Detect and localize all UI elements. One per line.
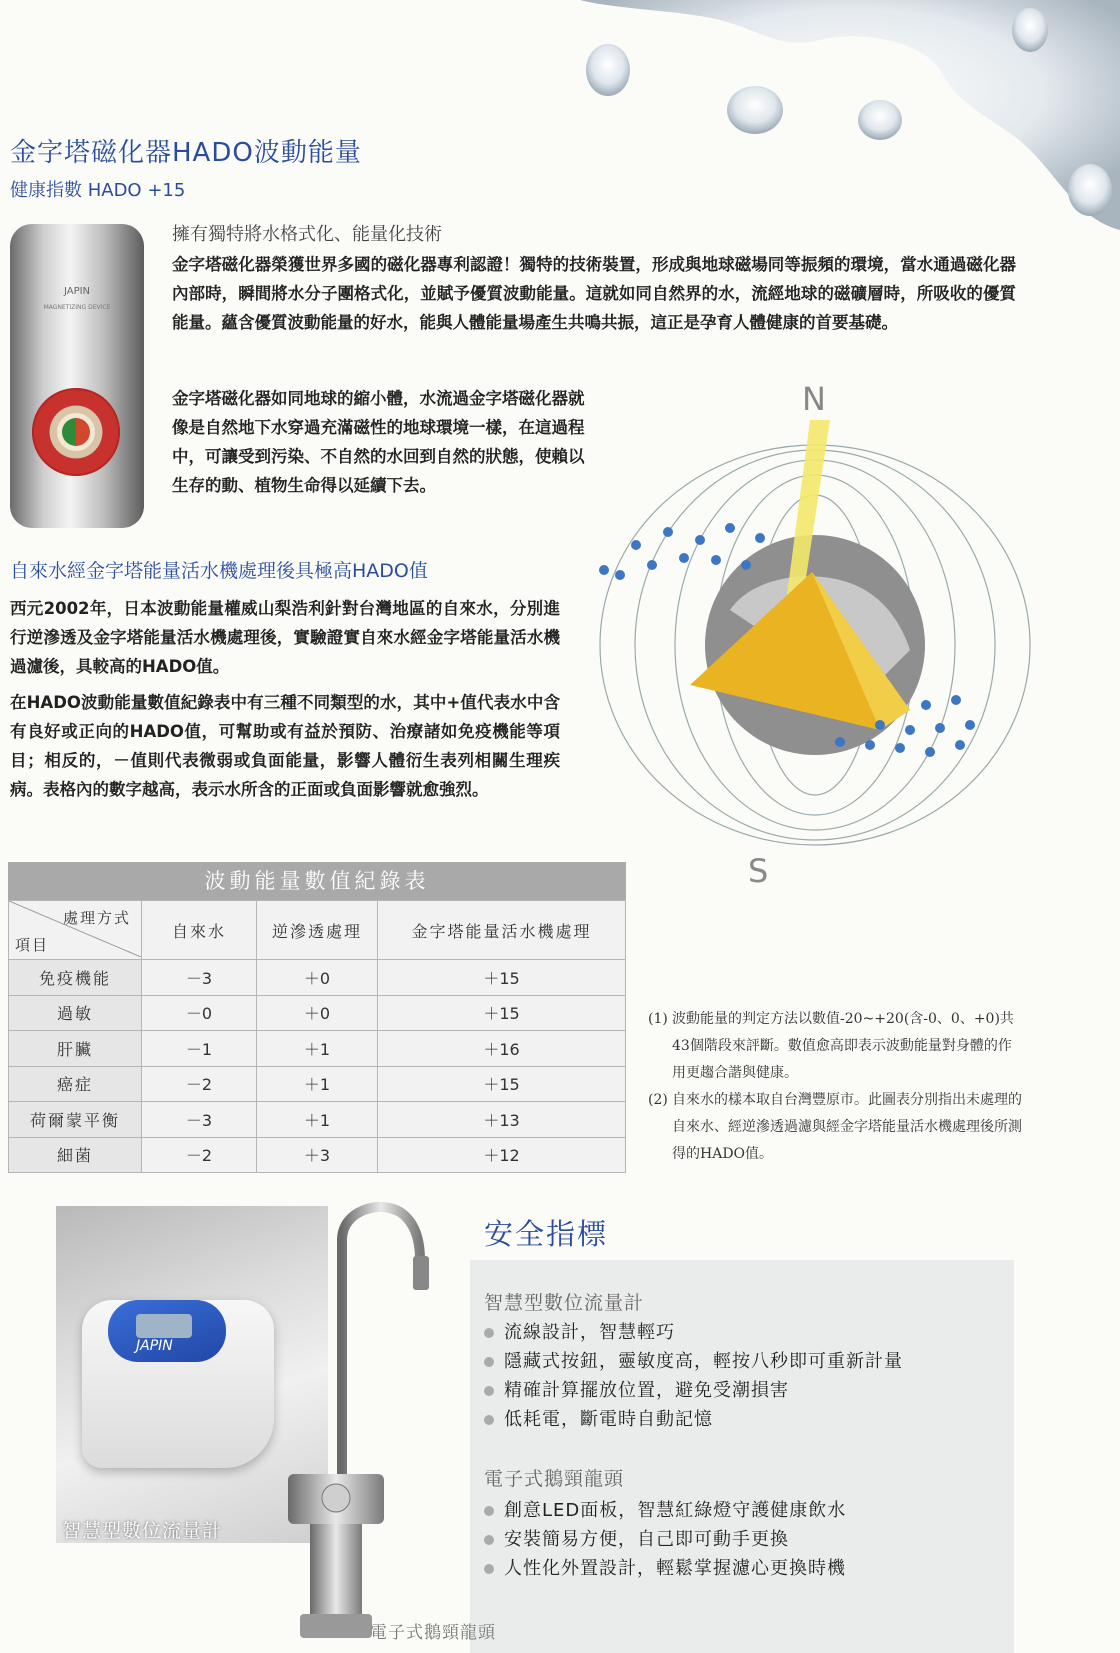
table-row — [9, 1066, 626, 1102]
faucet-caption: 電子式鵝頸龍頭 — [370, 1623, 496, 1643]
list-item-text: 創意LED面板，智慧紅綠燈守護健康飲水 — [504, 1500, 847, 1521]
table-footnotes — [648, 1006, 1023, 1168]
section2-heading: 自來水經金字塔能量活水機處理後具極高HADO值 — [10, 560, 428, 582]
bullet-icon — [484, 1535, 494, 1545]
table-cell: －0 — [142, 995, 257, 1031]
safety-title: 安全指標 — [484, 1217, 609, 1251]
flowmeter-brand: JAPIN — [136, 1338, 173, 1354]
flowmeter-display — [136, 1314, 192, 1338]
device-subtitle: MAGNETIZING DEVICE — [43, 304, 111, 311]
footnote-key: (2) — [648, 1092, 668, 1108]
footnote — [648, 1006, 1023, 1087]
column-header: 金字塔能量活水機處理 — [378, 901, 626, 960]
table-corner-header — [9, 901, 142, 960]
south-label: S — [748, 852, 769, 890]
table-cell: ＋12 — [378, 1137, 626, 1173]
list-item — [484, 1318, 1004, 1347]
corner-top-label: 處理方式 — [62, 909, 131, 927]
column-header: 逆滲透處理 — [257, 901, 378, 960]
table-cell: ＋15 — [378, 960, 626, 996]
flowmeter-heading: 智慧型數位流量計 — [484, 1292, 645, 1314]
table-cell: ＋15 — [378, 995, 626, 1031]
list-item — [484, 1525, 1004, 1554]
list-item-text: 隱藏式按鈕，靈敏度高，輕按八秒即可重新計量 — [504, 1351, 903, 1372]
section1-paragraph2: 金字塔磁化器如同地球的縮小體，水流過金字塔磁化器就像是自然地下水穿過充滿磁性的地球環境一樣，在這過程中，可讓受到污染、不自然的水回到自然的狀態，使賴以生存的動、植物生命得以延續下去。 — [172, 389, 585, 495]
list-item — [484, 1376, 1004, 1405]
bullet-icon — [484, 1386, 494, 1396]
table-cell: ＋0 — [257, 960, 378, 996]
table-row — [9, 1102, 626, 1138]
table-grid — [8, 900, 626, 1173]
list-item — [484, 1496, 1004, 1525]
section1-paragraph1: 金字塔磁化器榮獲世界多國的磁化器專利認證！獨特的技術裝置，形成與地球磁場同等振頻的環境，當水通過磁化器內部時，瞬間將水分子團格式化，並賦予優質波動能量。這就如同自然界的水，流經地球的磁礦層時，所吸收的優質能量。蘊含優質波動能量的好水，能與人體能量場產生共鳴共振，這正是孕育人體健康的首要基礎。 — [172, 255, 1016, 332]
table-cell: ＋1 — [257, 1031, 378, 1067]
faucet-heading: 電子式鵝頸龍頭 — [484, 1468, 625, 1490]
list-item — [484, 1347, 1004, 1376]
magnetizer-device-image — [10, 224, 144, 528]
row-item: 細菌 — [9, 1137, 142, 1173]
flowmeter-photo-caption: 智慧型數位流量計 — [62, 1520, 223, 1542]
table-cell: ＋15 — [378, 1066, 626, 1102]
bullet-icon — [484, 1328, 494, 1338]
row-item: 肝臟 — [9, 1031, 142, 1067]
table-row — [9, 1031, 626, 1067]
table-cell: ＋1 — [257, 1066, 378, 1102]
section2-paragraph1: 西元2002年，日本波動能量權威山梨浩利針對台灣地區的自來水，分別進行逆滲透及金字塔能量活水機處理後，實驗證實自來水經金字塔能量活水機過濾後，具較高的HADO值。 — [10, 599, 560, 676]
footnote — [648, 1087, 1023, 1168]
table-cell: －2 — [142, 1137, 257, 1173]
list-item — [484, 1554, 1004, 1583]
table-cell: ＋0 — [257, 995, 378, 1031]
section1-heading: 擁有獨特將水格式化、能量化技術 — [172, 224, 442, 245]
list-item-text: 安裝簡易方便，自己即可動手更換 — [504, 1529, 789, 1550]
table-caption: 波動能量數值紀錄表 — [8, 862, 626, 900]
table-cell: －1 — [142, 1031, 257, 1067]
table-cell: －3 — [142, 960, 257, 996]
table-cell: ＋13 — [378, 1102, 626, 1138]
column-header: 自來水 — [142, 901, 257, 960]
list-item — [484, 1405, 1004, 1434]
bullet-icon — [484, 1506, 494, 1516]
list-item-text: 人性化外置設計，輕鬆掌握濾心更換時機 — [504, 1558, 846, 1579]
hado-record-table — [8, 862, 626, 1173]
faucet-feature-list — [484, 1496, 1004, 1583]
bullet-icon — [484, 1564, 494, 1574]
list-item-text: 流線設計，智慧輕巧 — [504, 1322, 675, 1343]
footnote-text: 自來水的樣本取自台灣豐原市。此圖表分別指出未處理的自來水、經逆滲透過濾與經金字塔能量活水機處理後所測得的HADO值。 — [672, 1092, 1022, 1162]
row-item: 癌症 — [9, 1066, 142, 1102]
earth-magnetic-field-diagram — [580, 380, 1050, 900]
corner-bottom-label: 項目 — [15, 936, 50, 954]
section2-paragraph2: 在HADO波動能量數值紀錄表中有三種不同類型的水，其中+值代表水中含有良好或正向的HADO值，可幫助或有益於預防、治療諸如免疫機能等項目；相反的，－值則代表微弱或負面能量，影響人體衍生表列相關生理疾病。表格內的數字越高，表示水所含的正面或負面影響就愈強烈。 — [10, 693, 560, 799]
device-seal-icon — [32, 388, 120, 476]
gooseneck-faucet-image — [270, 1200, 450, 1653]
table-row — [9, 1137, 626, 1173]
north-label: N — [802, 380, 826, 418]
footnote-key: (1) — [648, 1011, 668, 1027]
list-item-text: 精確計算擺放位置，避免受潮損害 — [504, 1380, 789, 1401]
table-row — [9, 995, 626, 1031]
table-cell: －3 — [142, 1102, 257, 1138]
table-cell: ＋16 — [378, 1031, 626, 1067]
table-cell: ＋3 — [257, 1137, 378, 1173]
bullet-icon — [484, 1357, 494, 1367]
list-item-text: 低耗電，斷電時自動記憶 — [504, 1409, 713, 1430]
flowmeter-feature-list — [484, 1318, 1004, 1434]
page-subtitle: 健康指數 HADO +15 — [10, 180, 186, 201]
table-cell: ＋1 — [257, 1102, 378, 1138]
device-brand: JAPIN — [63, 286, 91, 297]
table-cell: －2 — [142, 1066, 257, 1102]
row-item: 免疫機能 — [9, 960, 142, 996]
water-splash-image — [560, 0, 1120, 240]
page-title: 金字塔磁化器HADO波動能量 — [10, 138, 362, 168]
footnote-text: 波動能量的判定方法以數值-20~+20(含-0、0、+0)共43個階段來評斷。數值愈高即表示波動能量對身體的作用更趨合諧與健康。 — [672, 1011, 1014, 1081]
table-row — [9, 960, 626, 996]
bullet-icon — [484, 1415, 494, 1425]
row-item: 過敏 — [9, 995, 142, 1031]
row-item: 荷爾蒙平衡 — [9, 1102, 142, 1138]
